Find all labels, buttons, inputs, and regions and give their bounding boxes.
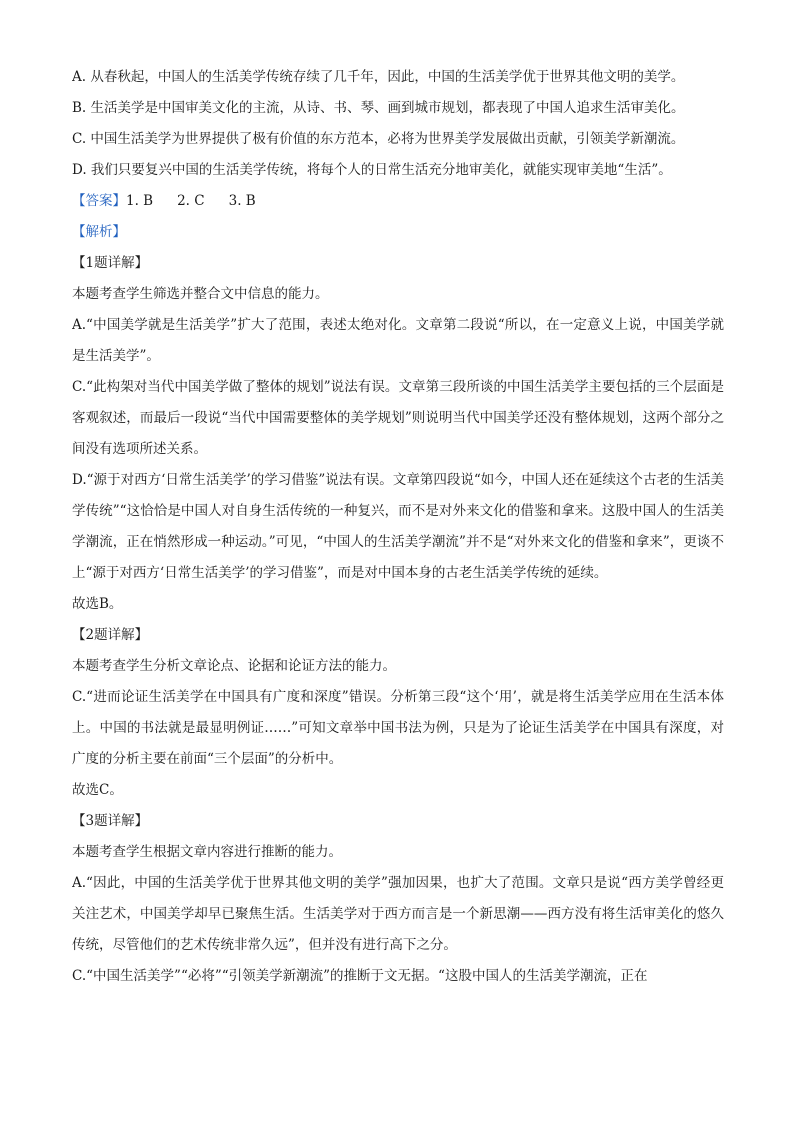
section-1-para-d: D.“源于对西方‘日常生活美学’的学习借鉴”说法有误。文章第四段说“如今，中国人还在延续这个古老的生活美学传统”“这恰恰是中国人对自身生活传统的一种复兴，而不是对外来文化的借鉴和拿来。这股中国人的生活美学潮流，正在悄然形成一种运动。”可见，“中国人的生活美学潮流”并不是“对外来文化的借鉴和拿来”，更谈不上“源于对西方‘日常生活美学’的学习借鉴”，而是对中国本身的古老生活美学传统的延续。: [72, 472, 724, 581]
section-3-title: 【3题详解】: [72, 813, 149, 829]
option-d: D. 我们只要复兴中国的生活美学传统，将每个人的日常生活充分地审美化，就能实现审美地“生活”。: [72, 162, 672, 178]
section-1-intro: 本题考查学生筛选并整合文中信息的能力。: [72, 286, 329, 302]
section-2-title: 【2题详解】: [72, 627, 149, 643]
document-body: [72, 62, 724, 992]
section-2-para-c: C.“进而论证生活美学在中国具有广度和深度”错误。分析第三段“这个‘用’，就是将生活美学应用在生活本体上。中国的书法就是最显明例证……”可知文章举中国书法为例，只是为了论证生活美学在中国具有深度，对广度的分析主要在前面“三个层面”的分析中。: [72, 689, 724, 767]
option-c: C. 中国生活美学为世界提供了极有价值的东方范本，必将为世界美学发展做出贡献，引领美学新潮流。: [72, 131, 685, 147]
section-1-para-c: C.“此构架对当代中国美学做了整体的规划”说法有误。文章第三段所谈的中国生活美学主要包括的三个层面是客观叙述，而最后一段说“当代中国需要整体的美学规划”则说明当代中国美学还没有整体规划，这两个部分之间没有选项所述关系。: [72, 379, 724, 457]
section-2-conclusion: 故选C。: [72, 782, 123, 798]
answer-item-2: 2. C: [177, 193, 205, 209]
section-2-intro: 本题考查学生分析文章论点、论据和论证方法的能力。: [72, 658, 396, 674]
analysis-label: 【解析】: [72, 224, 126, 240]
section-3-intro: 本题考查学生根据文章内容进行推断的能力。: [72, 844, 342, 860]
section-1-para-a: A.“中国美学就是生活美学”扩大了范围，表述太绝对化。文章第二段说“所以，在一定意义上说，中国美学就是生活美学”。: [72, 317, 724, 364]
section-3-para-a: A.“因此，中国的生活美学优于世界其他文明的美学”强加因果，也扩大了范围。文章只是说“西方美学曾经更关注艺术，中国美学却早已聚焦生活。生活美学对于西方而言是一个新思潮——西方没有将生活审美化的悠久传统，尽管他们的艺术传统非常久远”，但并没有进行高下之分。: [72, 875, 724, 953]
answer-item-3: 3. B: [228, 193, 256, 209]
answer-label: 【答案】: [72, 193, 126, 209]
option-b: B. 生活美学是中国审美文化的主流，从诗、书、琴、画到城市规划，都表现了中国人追求生活审美化。: [72, 100, 685, 116]
option-a: A. 从春秋起，中国人的生活美学传统存续了几千年，因此，中国的生活美学优于世界其他文明的美学。: [72, 69, 685, 85]
section-3-para-c: C.“中国生活美学”“必将”“引领美学新潮流”的推断于文无据。“这股中国人的生活美学潮流，正在: [72, 968, 648, 984]
answer-line: [72, 186, 724, 217]
section-1-title: 【1题详解】: [72, 255, 149, 271]
answer-item-1: 1. B: [126, 193, 154, 209]
section-1-conclusion: 故选B。: [72, 596, 123, 612]
